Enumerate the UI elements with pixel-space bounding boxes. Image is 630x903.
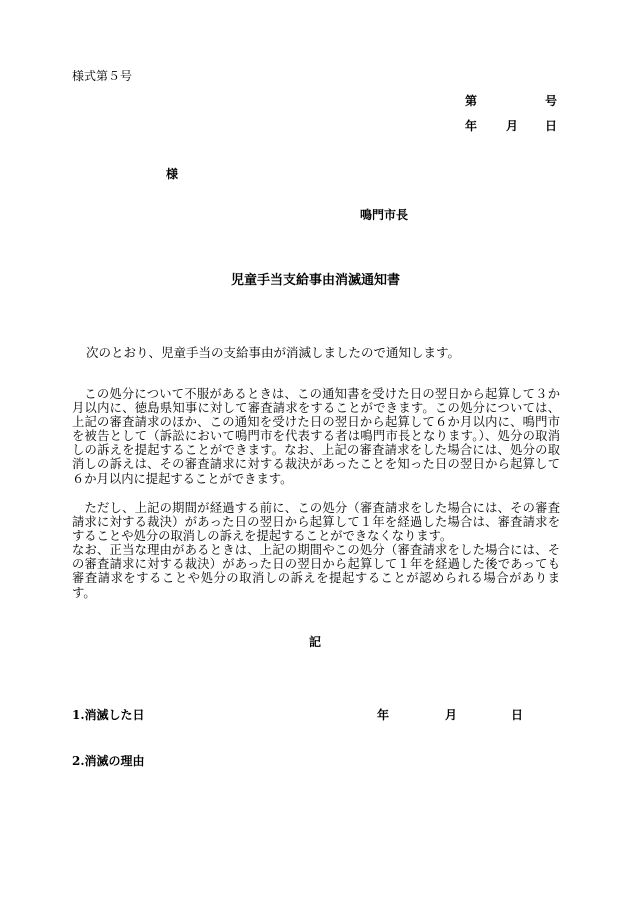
addressee-honorific: 様 (166, 167, 179, 181)
notice-statement: 次のとおり、児童手当の支給事由が消滅しましたので通知します。 (86, 345, 461, 360)
ki-heading: 記 (309, 635, 322, 649)
form-number: 様式第５号 (72, 69, 133, 83)
limitations-text-2: なお、正当な理由があるときは、上記の期間やこの処分（審査請求をした場合には、その審査請求に対する裁決）があった日の翌日から起算して１年を経過した後であっても審査請求をすることや処分の取消しの訴えを提起することが認められる場合があります。 (72, 543, 560, 600)
sender-name: 鳴門市長 (360, 208, 409, 222)
item-termination-reason-label: 2.消滅の理由 (72, 754, 145, 768)
item-termination-date-label: 1.消滅した日 (72, 708, 145, 722)
document-number-suffix: 号 (545, 94, 558, 108)
appeal-limitations-paragraph (72, 501, 560, 600)
date-month-label: 月 (506, 119, 519, 133)
appeal-instructions-paragraph: この処分について不服があるときは、この通知書を受けた日の翌日から起算して３か月以内に、徳島県知事に対して審査請求をすることができます。この処分については、上記の審査請求のほか、この通知を受けた日の翌日から起算して６か月以内に、鳴門市を被告として（訴訟において鳴門市を代表する者は鳴門市長となります。）、処分の取消しの訴えを提起することができます。なお、上記の審査請求をした場合には、処分の取消しの訴えは、その審査請求に対する裁決があったことを知った日の翌日から起算して６か月以内に提起することができます。 (72, 387, 560, 486)
termination-date-year-label: 年 (377, 708, 390, 722)
date-day-label: 日 (545, 119, 558, 133)
termination-date-day-label: 日 (511, 708, 524, 722)
date-year-label: 年 (465, 119, 478, 133)
termination-date-month-label: 月 (445, 708, 458, 722)
document-title: 児童手当支給事由消滅通知書 (231, 273, 401, 288)
document-number-prefix: 第 (465, 94, 478, 108)
limitations-text-1: ただし、上記の期間が経過する前に、この処分（審査請求をした場合には、その審査請求に対する裁決）があった日の翌日から起算して１年を経過した場合は、審査請求をすることや処分の取消しの訴えを提起することができなくなります。 (72, 501, 560, 544)
